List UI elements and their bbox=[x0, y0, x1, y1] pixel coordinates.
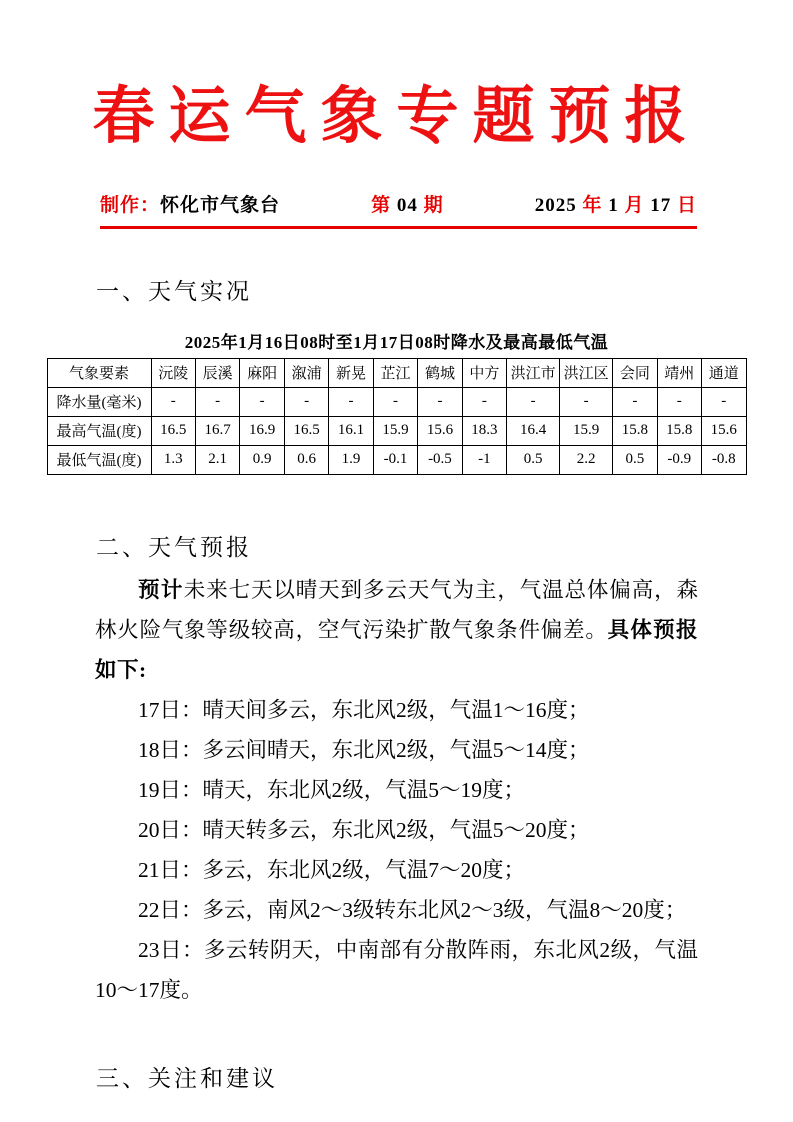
table-row-min-temp bbox=[47, 445, 746, 474]
masthead bbox=[100, 190, 697, 229]
date-day-unit: 日 bbox=[676, 194, 697, 216]
cell: - bbox=[240, 387, 284, 416]
page-title: 春运气象专题预报 bbox=[92, 83, 701, 151]
cell: 15.6 bbox=[702, 416, 746, 445]
table-header-row bbox=[47, 358, 746, 387]
cell: -1 bbox=[462, 445, 506, 474]
col-header: 麻阳 bbox=[240, 358, 284, 387]
col-header: 新晃 bbox=[329, 358, 373, 387]
issue-date bbox=[535, 190, 697, 217]
cell: 15.9 bbox=[373, 416, 417, 445]
issue-number: 04 bbox=[396, 194, 418, 216]
date-month-unit: 月 bbox=[624, 194, 645, 216]
col-header: 会同 bbox=[613, 358, 657, 387]
cell: 15.8 bbox=[613, 416, 657, 445]
weather-table-title: 2025年1月16日08时至1月17日08时降水及最高最低气温 bbox=[184, 332, 609, 352]
col-header: 靖州 bbox=[657, 358, 701, 387]
forecast-intro-text: 未来七天以晴天到多云天气为主，气温总体偏高，森林火险气象等级较高，空气污染扩散气象条件偏差。 bbox=[95, 577, 698, 642]
table-row-precipitation bbox=[47, 387, 746, 416]
row-label: 最低气温(度) bbox=[47, 445, 151, 474]
issue-suffix: 期 bbox=[423, 194, 444, 216]
col-header: 气象要素 bbox=[47, 358, 151, 387]
cell: - bbox=[195, 387, 239, 416]
weather-observation-table bbox=[47, 358, 747, 475]
cell: 15.9 bbox=[560, 416, 613, 445]
forecast-line-day22: 22日：多云，南风2～3级转东北风2～3级，气温8～20度； bbox=[138, 897, 687, 922]
cell: - bbox=[613, 387, 657, 416]
row-label: 降水量(毫米) bbox=[47, 387, 151, 416]
forecast-intro-tail: 具体预报如下: bbox=[95, 617, 698, 682]
table-row-max-temp bbox=[47, 416, 746, 445]
cell: - bbox=[560, 387, 613, 416]
cell: 1.9 bbox=[329, 445, 373, 474]
maker-line bbox=[100, 190, 280, 217]
forecast-body bbox=[95, 570, 698, 1010]
date-year-unit: 年 bbox=[582, 194, 603, 216]
cell: - bbox=[657, 387, 701, 416]
date-year: 2025 bbox=[534, 194, 577, 216]
cell: 1.3 bbox=[151, 445, 195, 474]
issue-prefix: 第 bbox=[371, 194, 392, 216]
section-heading-weather-actual: 一、天气实况 bbox=[96, 277, 252, 304]
forecast-line-day17: 17日：晴天间多云，东北风2级，气温1～16度； bbox=[138, 697, 590, 722]
cell: 16.4 bbox=[507, 416, 560, 445]
forecast-line-day19: 19日：晴天，东北风2级，气温5～19度； bbox=[138, 777, 526, 802]
col-header: 洪江区 bbox=[560, 358, 613, 387]
cell: 0.9 bbox=[240, 445, 284, 474]
col-header: 洪江市 bbox=[507, 358, 560, 387]
cell: - bbox=[151, 387, 195, 416]
cell: 0.5 bbox=[507, 445, 560, 474]
cell: - bbox=[329, 387, 373, 416]
row-label: 最高气温(度) bbox=[47, 416, 151, 445]
cell: 15.8 bbox=[657, 416, 701, 445]
forecast-line-day23: 23日：多云转阴天，中南部有分散阵雨，东北风2级，气温10～17度。 bbox=[95, 937, 698, 1002]
col-header: 沅陵 bbox=[151, 358, 195, 387]
cell: 16.9 bbox=[240, 416, 284, 445]
cell: 15.6 bbox=[418, 416, 462, 445]
forecast-intro-lead: 预计 bbox=[138, 577, 184, 602]
cell: - bbox=[702, 387, 746, 416]
cell: 16.5 bbox=[284, 416, 328, 445]
forecast-intro bbox=[95, 570, 698, 690]
date-day: 17 bbox=[650, 194, 672, 216]
cell: - bbox=[418, 387, 462, 416]
cell: 0.6 bbox=[284, 445, 328, 474]
cell: 16.1 bbox=[329, 416, 373, 445]
col-header: 辰溪 bbox=[195, 358, 239, 387]
forecast-line-day18: 18日：多云间晴天，东北风2级，气温5～14度； bbox=[138, 737, 590, 762]
issue-number-line bbox=[371, 190, 444, 217]
section-heading-suggestions: 三、关注和建议 bbox=[96, 1064, 278, 1091]
cell: - bbox=[462, 387, 506, 416]
forecast-line-day21: 21日：多云，东北风2级，气温7～20度； bbox=[138, 857, 526, 882]
maker-label: 制作： bbox=[100, 194, 161, 216]
cell: -0.9 bbox=[657, 445, 701, 474]
col-header: 鹤城 bbox=[418, 358, 462, 387]
cell: 2.1 bbox=[195, 445, 239, 474]
col-header: 中方 bbox=[462, 358, 506, 387]
cell: - bbox=[507, 387, 560, 416]
cell: 16.7 bbox=[195, 416, 239, 445]
col-header: 芷江 bbox=[373, 358, 417, 387]
col-header: 溆浦 bbox=[284, 358, 328, 387]
cell: - bbox=[373, 387, 417, 416]
forecast-line-day20: 20日：晴天转多云，东北风2级，气温5～20度； bbox=[138, 817, 590, 842]
cell: -0.5 bbox=[418, 445, 462, 474]
cell: 2.2 bbox=[560, 445, 613, 474]
cell: 18.3 bbox=[462, 416, 506, 445]
maker-value: 怀化市气象台 bbox=[160, 194, 281, 216]
cell: -0.1 bbox=[373, 445, 417, 474]
section-heading-forecast: 二、天气预报 bbox=[96, 533, 252, 560]
col-header: 通道 bbox=[702, 358, 746, 387]
cell: 0.5 bbox=[613, 445, 657, 474]
cell: - bbox=[284, 387, 328, 416]
date-month: 1 bbox=[608, 194, 619, 216]
cell: -0.8 bbox=[702, 445, 746, 474]
cell: 16.5 bbox=[151, 416, 195, 445]
